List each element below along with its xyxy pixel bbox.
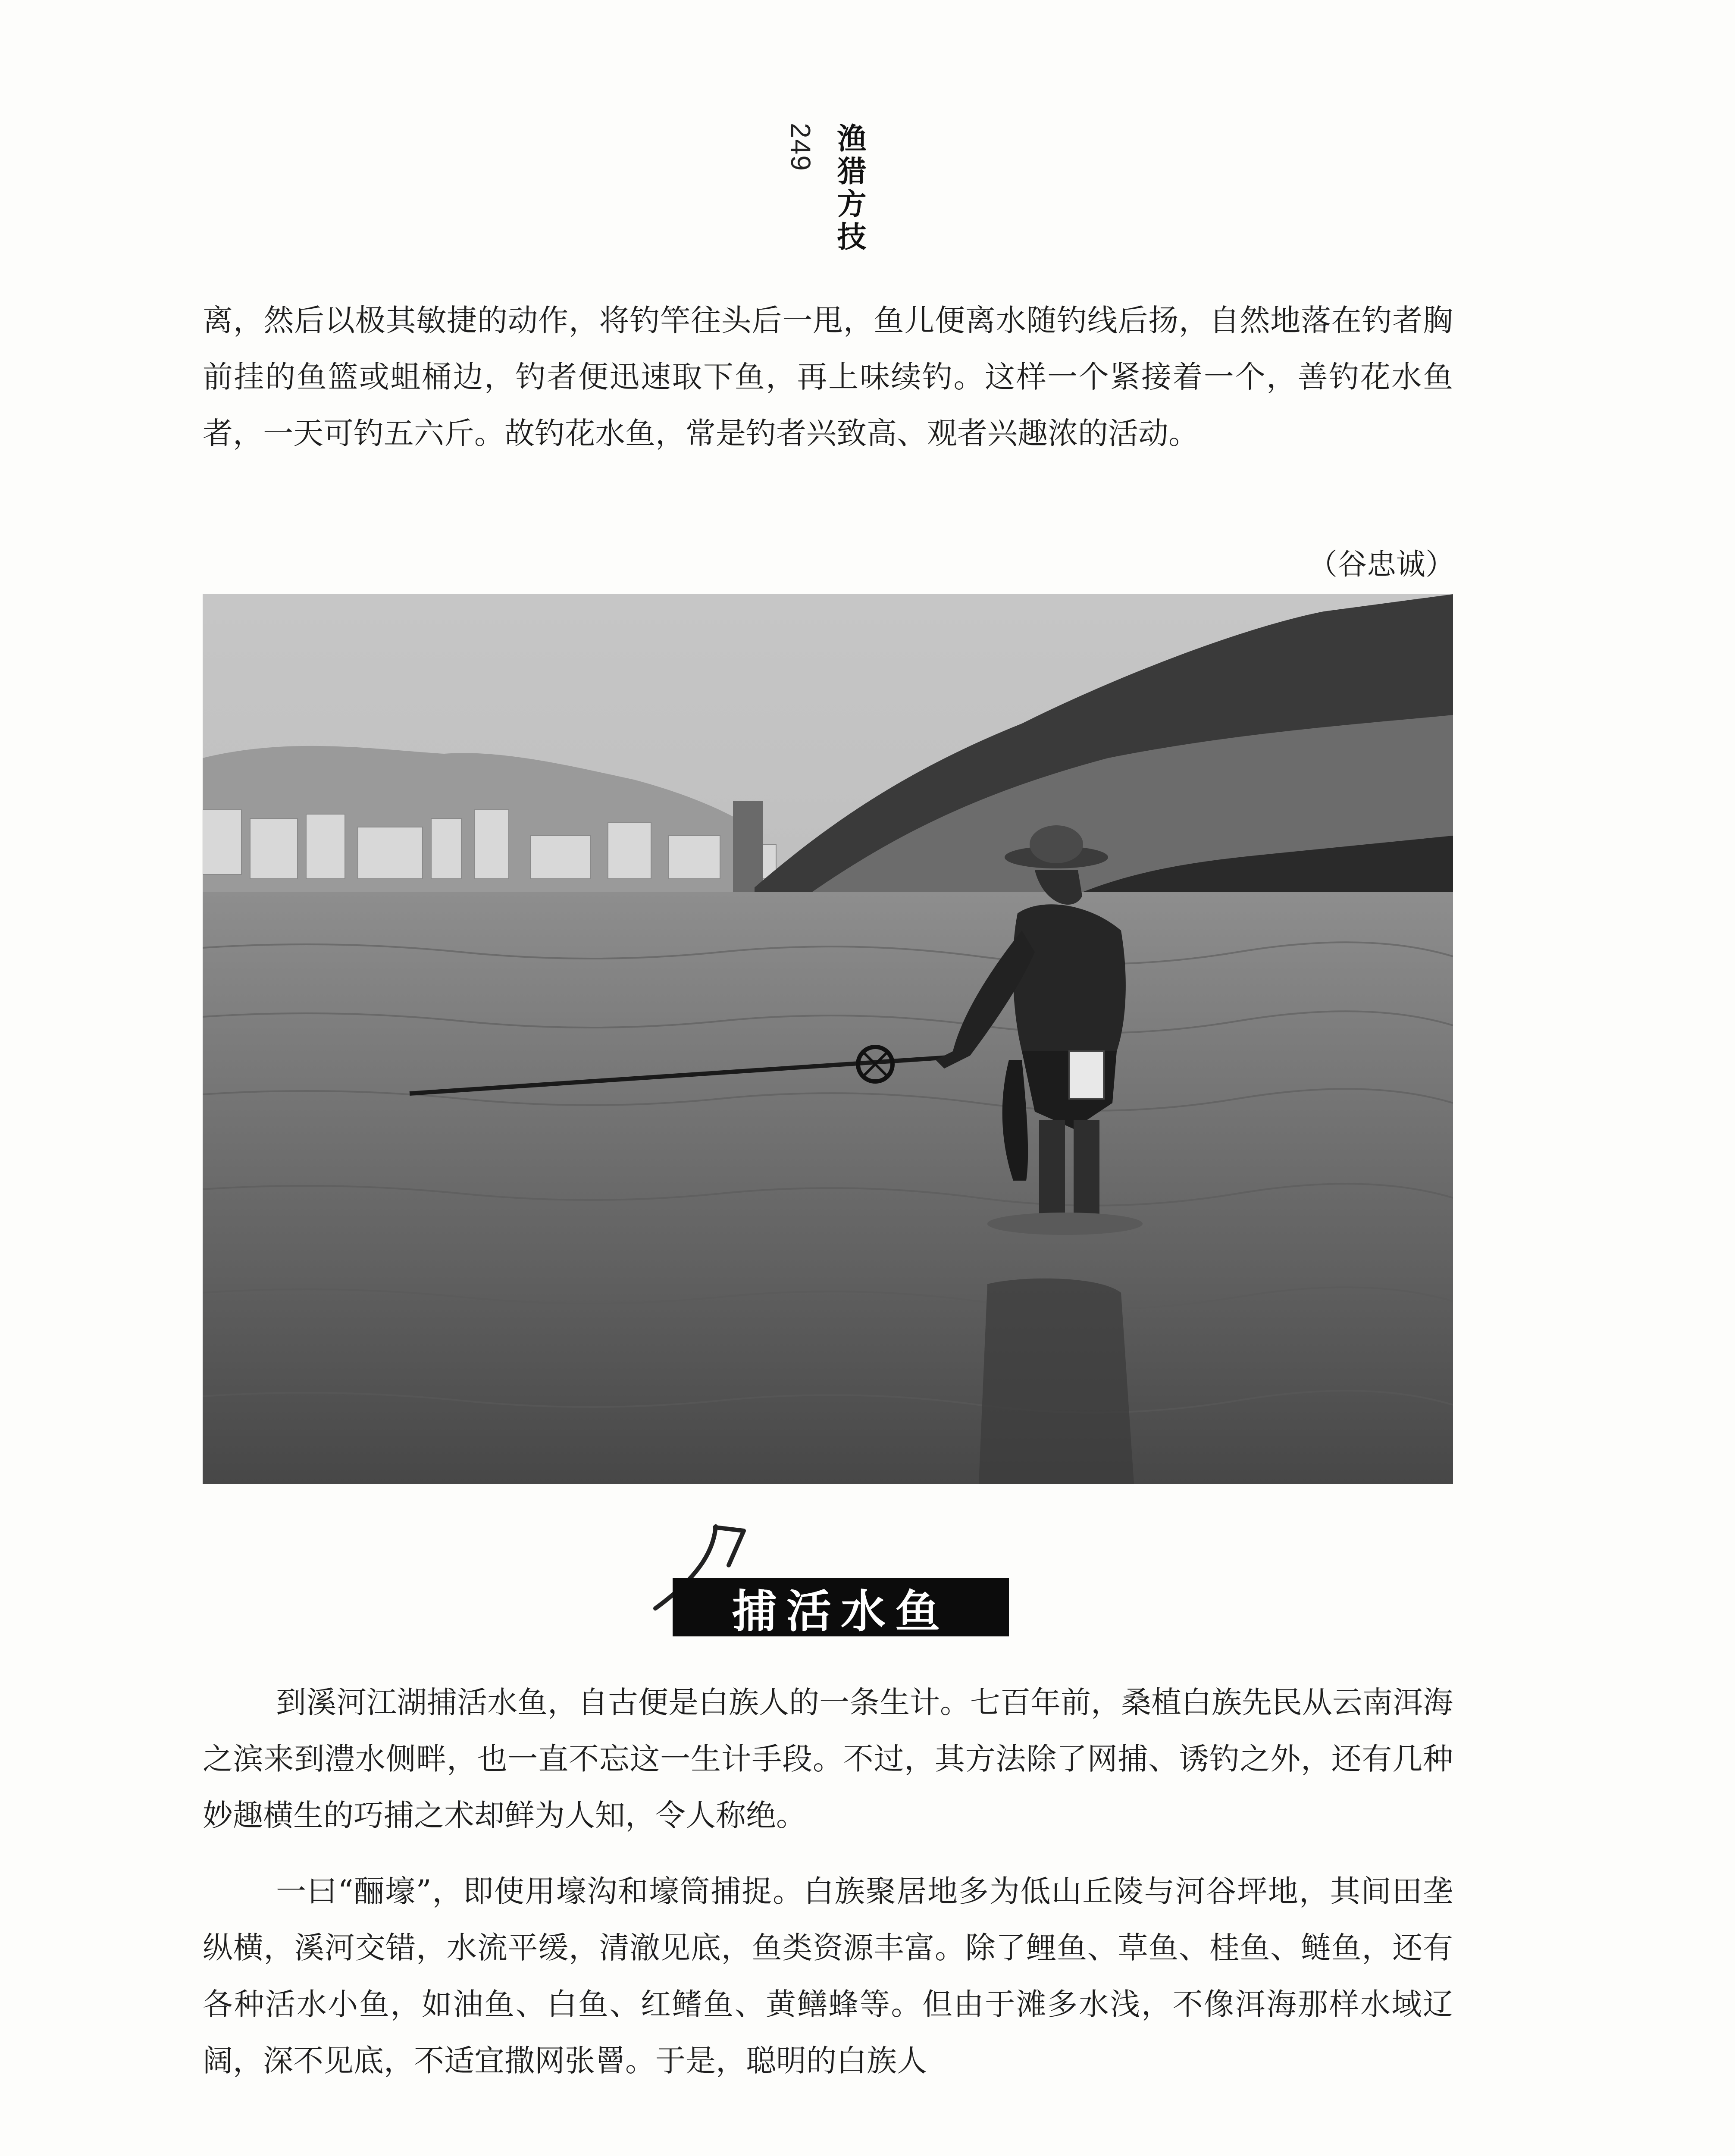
paragraph-method-one: 一曰“酾壕”，即使用壕沟和壕筒捕捉。白族聚居地多为低山丘陵与河谷坪地，其间田垄纵横，溪河交错，水流平缓，清澈见底，鱼类资源丰富。除了鲤鱼、草鱼、桂鱼、鲢鱼，还有各种活水小鱼，如油鱼、白鱼、红鳍鱼、黄鳝蜂等。但由于滩多水浅，不像洱海那样水域辽阔，深不见底，不适宜撒网张罾。于是，聪明的白族人	[203, 1874, 1453, 2078]
heading-label-box	[673, 1578, 1009, 1636]
paragraph-intro: 到溪河江湖捕活水鱼，自古便是白族人的一条生计。七百年前，桑植白族先民从云南洱海之滨来到澧水侧畔，也一直不忘这一生计手段。不过，其方法除了网捕、诱钓之外，还有几种妙趣横生的巧捕之术却鲜为人知，令人称绝。	[203, 1685, 1453, 1833]
page-header	[785, 123, 996, 254]
section-heading	[638, 1518, 1009, 1643]
heading-text: 捕活水鱼	[732, 1584, 949, 1638]
page-number: 249	[785, 123, 816, 172]
running-title: 渔猎方技	[832, 123, 867, 254]
paragraph-continuation: 离，然后以极其敏捷的动作，将钓竿往头后一甩，鱼儿便离水随钓线后扬，自然地落在钓者胸前挂的鱼篮或蛆桶边，钓者便迅速取下鱼，再上味续钓。这样一个紧接着一个，善钓花水鱼者，一天可钓五六斤。故钓花水鱼，常是钓者兴致高、观者兴趣浓的活动。	[203, 303, 1453, 451]
author-credit: （谷忠诚）	[1308, 548, 1455, 582]
photo-fisherman	[203, 594, 1453, 1484]
